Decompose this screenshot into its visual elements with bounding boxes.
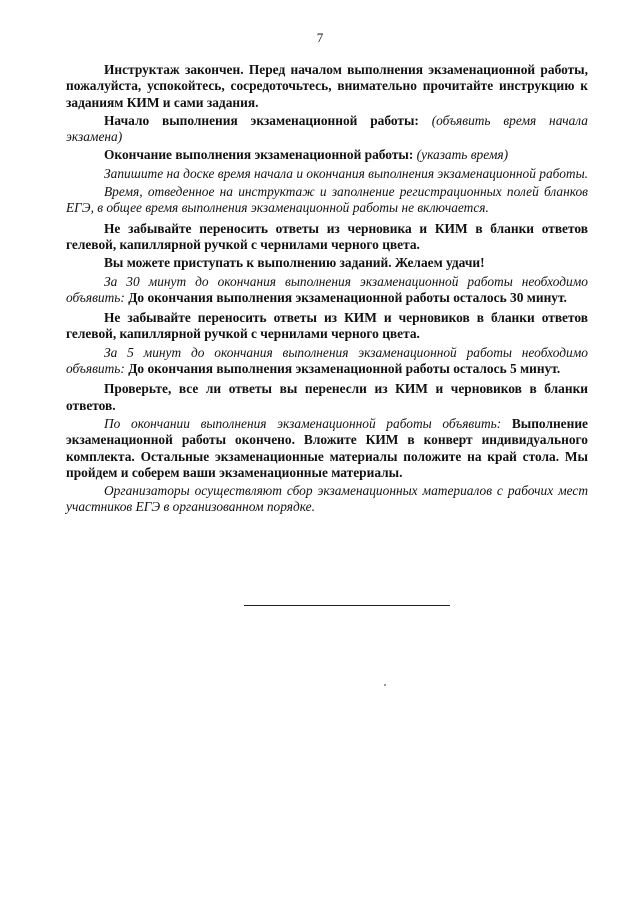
text-run: Не забывайте переносить ответы из КИМ и черновиков в бланки ответов гелевой, капиллярной ручкой с чернилами черного цвета. bbox=[66, 310, 588, 342]
paragraph-collect-materials bbox=[66, 483, 588, 516]
paragraph-good-luck bbox=[66, 255, 588, 271]
paragraph-time-note bbox=[66, 184, 588, 217]
text-run: До окончания выполнения экзаменационной работы осталось 30 минут. bbox=[128, 289, 567, 305]
text-run: Выполнение экзаменационной работы окончено. Вложите КИМ в конверт индивидуального комплекта. Остальные экзаменационные материалы положите на край стола. Мы пройдем и соберем ваши экзаменационные материалы. bbox=[66, 415, 588, 480]
scan-speck bbox=[384, 684, 386, 686]
text-run: Окончание выполнения экзаменационной работы: bbox=[104, 147, 417, 163]
text-run: Вы можете приступать к выполнению заданий. Желаем удачи! bbox=[104, 255, 485, 271]
text-run: (указать время) bbox=[416, 147, 509, 163]
paragraph-transfer-reminder-2 bbox=[66, 310, 588, 343]
paragraph-exam-start bbox=[66, 113, 588, 146]
paragraph-exam-end bbox=[66, 147, 588, 163]
paragraph-check-answers bbox=[66, 381, 588, 414]
end-divider-line bbox=[244, 605, 450, 606]
paragraph-transfer-reminder-1 bbox=[66, 221, 588, 254]
text-run: Проверьте, все ли ответы вы перенесли из КИМ и черновиков в бланки ответов. bbox=[66, 381, 588, 413]
paragraph-5-minutes bbox=[66, 345, 588, 378]
text-run: Инструктаж закончен. Перед началом выполнения экзаменационной работы, пожалуйста, успокойтесь, сосредоточьтесь, внимательно прочитайте инструкцию к заданиям КИМ и сами задания. bbox=[66, 62, 588, 110]
text-run: (объявить время начала экзамена) bbox=[66, 112, 588, 145]
text-run: За 5 минут до окончания выполнения экзаменационной работы необходимо объявить: bbox=[66, 344, 588, 377]
paragraph-write-times bbox=[66, 166, 588, 182]
paragraph-instruction-finished bbox=[66, 62, 588, 111]
text-run: До окончания выполнения экзаменационной работы осталось 5 минут. bbox=[128, 361, 561, 377]
page-number: 7 bbox=[316, 30, 324, 45]
text-run: За 30 минут до окончания выполнения экзаменационной работы необходимо объявить: bbox=[66, 273, 588, 305]
text-run: По окончании выполнения экзаменационной работы объявить: bbox=[104, 415, 512, 431]
text-run: Запишите на доске время начала и окончания выполнения экзаменационной работы. bbox=[104, 165, 589, 181]
text-run: Начало выполнения экзаменационной работы: bbox=[104, 112, 432, 128]
text-run: Не забывайте переносить ответы из черновика и КИМ в бланки ответов гелевой, капиллярной ручкой с чернилами черного цвета. bbox=[66, 220, 588, 252]
text-run: Время, отведенное на инструктаж и заполнение регистрационных полей бланков ЕГЭ, в общее время выполнения экзаменационной работы не включается. bbox=[66, 184, 588, 216]
document-body bbox=[66, 62, 588, 518]
paragraph-30-minutes bbox=[66, 274, 588, 307]
text-run: Организаторы осуществляют сбор экзаменационных материалов с рабочих мест участников ЕГЭ в организованном порядке. bbox=[66, 483, 588, 515]
paragraph-exam-over bbox=[66, 416, 588, 481]
